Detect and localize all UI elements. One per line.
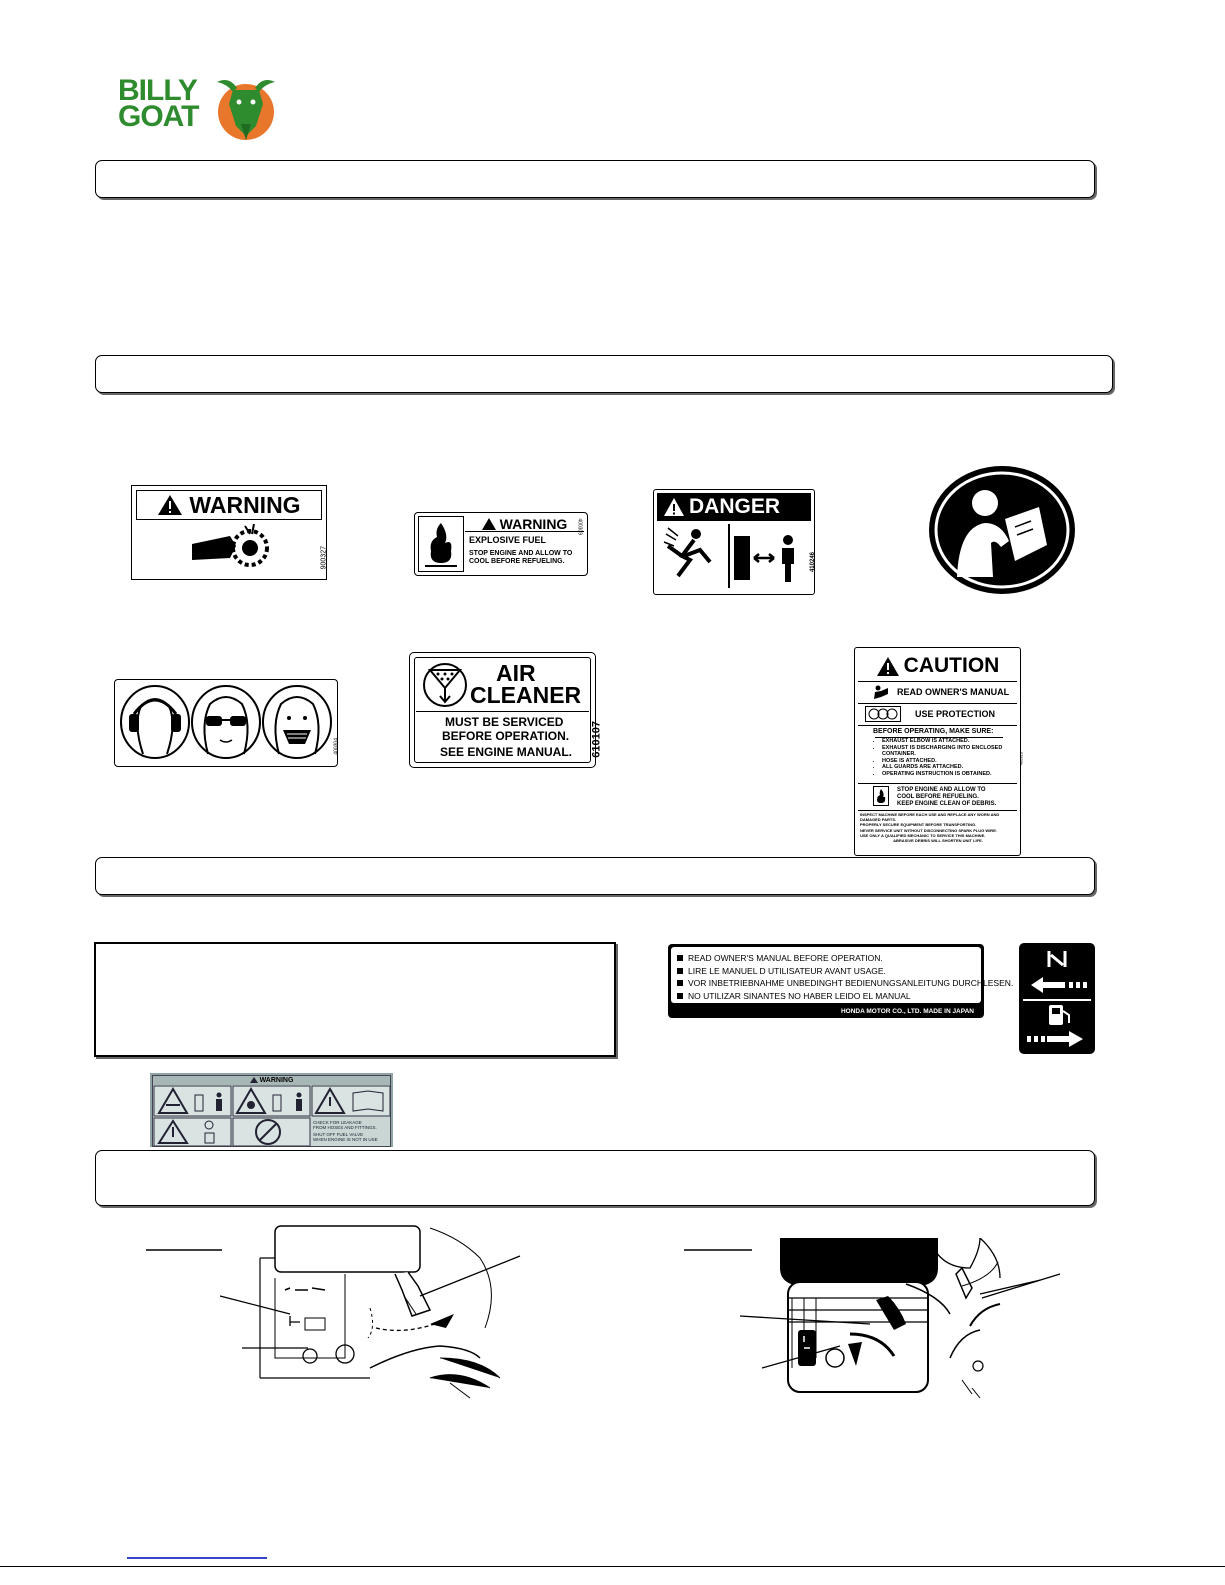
honda-footer: HONDA MOTOR CO., LTD. MADE IN JAPAN — [840, 1008, 974, 1015]
list-item: USE ONLY A QUALIFIED MECHANIC TO SERVICE THIS MACHINE. — [860, 832, 986, 838]
person-fall-icon — [660, 526, 726, 588]
callout-line — [980, 1272, 1062, 1312]
protection-part: 400304 — [334, 738, 340, 755]
section-header-box-3 — [95, 857, 1095, 895]
fuel-warning-title: WARNING — [499, 515, 568, 532]
list-item: • ALL GUARDS ARE ATTACHED. — [882, 764, 1022, 771]
keep-distance-icon — [734, 532, 800, 584]
fuel-valve-on-icon — [1025, 1003, 1089, 1051]
warning-triangle-icon — [876, 656, 900, 677]
caution-refuel1: STOP ENGINE AND ALLOW TO — [897, 787, 986, 793]
list-item: INSPECT MACHINE BEFORE EACH USE AND REPLACE ANY WORN AND DAMAGED PARTS. — [860, 812, 1000, 823]
danger-decal — [653, 489, 815, 595]
air-cleaner-decal — [409, 652, 603, 768]
honda-manual-decal — [668, 944, 1014, 1018]
air-cleaner-line1: MUST BE SERVICED — [445, 715, 564, 729]
read-manual-icon — [927, 465, 1077, 595]
air-cleaner-title1: AIR — [496, 660, 536, 686]
fuel-warning-line2: STOP ENGINE AND ALLOW TO — [469, 550, 573, 557]
flame-icon — [419, 517, 463, 571]
engine-warning-check: CHECK FOR LEAKAGE FROM HOSES AND FITTINGS. SHUT OFF FUEL VALVE WHEN ENGINE IS NOT IN USE — [313, 1120, 378, 1142]
caution-decal — [854, 647, 1021, 856]
caution-refuel3: KEEP ENGINE CLEAN OF DEBRIS. — [897, 801, 997, 807]
explosive-fuel-decal — [414, 512, 588, 576]
list-item: PROPERLY SECURE EQUIPMENT BEFORE TRANSPORTING. — [860, 822, 977, 828]
list-item: NEVER SERVICE UNIT WITHOUT DISCONNECTING SPARK PLUG WIRE. — [860, 827, 997, 833]
air-cleaner-line2: BEFORE OPERATION. — [442, 729, 570, 743]
chain-warning-title: WARNING — [189, 491, 301, 518]
engine-warning-title: WARNING — [259, 1077, 294, 1084]
danger-part: 410246 — [810, 552, 816, 573]
honda-line-3: VOR INBETRIEBNAHME UNBEDINGHT BEDIENUNGSANLEITUNG DURCHLESEN. — [677, 977, 981, 990]
honda-line-4: NO UTILIZAR SINANTES NO HABER LEIDO EL MANUAL — [677, 990, 981, 1003]
air-cleaner-line3: SEE ENGINE MANUAL. — [440, 745, 573, 759]
goat-head-icon — [211, 74, 281, 142]
logo-line1: BILLY — [118, 74, 197, 107]
chain-warning-decal — [131, 485, 327, 580]
fuel-valve-decal — [1019, 943, 1095, 1054]
section-header-box-4 — [95, 1150, 1095, 1206]
honda-line-2: LIRE LE MANUEL D UTILISATEUR AVANT USAGE. — [677, 965, 981, 978]
fuel-warning-line3: COOL BEFORE REFUELING. — [469, 558, 565, 565]
air-filter-icon — [422, 662, 468, 708]
honda-line-1: READ OWNER'S MANUAL BEFORE OPERATION. — [677, 952, 981, 965]
book-reader-icon — [873, 685, 889, 699]
caution-footnotes — [860, 812, 1016, 843]
caution-use-protection: USE PROTECTION — [915, 709, 996, 719]
caution-checklist — [869, 738, 1022, 778]
caution-title: CAUTION — [903, 654, 1000, 677]
caution-part: 400310 — [1018, 752, 1023, 766]
air-cleaner-title2: CLEANER — [470, 682, 582, 708]
list-item: • HOSE IS ATTACHED. — [882, 758, 1022, 765]
section-header-box-1 — [95, 160, 1095, 198]
list-item: ABRASIVE DEBRIS WILL SHORTEN UNIT LIFE. — [893, 838, 983, 844]
hand-in-chain-icon — [190, 524, 270, 572]
caution-refuel2: COOL BEFORE REFUELING. — [897, 794, 979, 800]
list-item: • OPERATING INSTRUCTION IS OBTAINED. — [882, 771, 1022, 778]
fuel-warning-line1: EXPLOSIVE FUEL — [469, 535, 547, 545]
respiratory-protection-icon — [261, 684, 333, 760]
section-header-box-2 — [95, 355, 1113, 393]
list-item: • EXHAUST ELBOW IS ATTACHED. — [882, 738, 1022, 745]
caution-before-operating: BEFORE OPERATING, MAKE SURE: — [873, 728, 994, 735]
warning-triangle-icon — [482, 518, 496, 530]
protection-decal — [114, 679, 338, 767]
chain-warning-part: 900327 — [320, 546, 327, 570]
fuel-valve-off-icon — [1025, 947, 1089, 997]
air-cleaner-part: 610107 — [591, 721, 603, 758]
flame-icon — [873, 786, 889, 806]
hearing-protection-icon — [119, 684, 191, 760]
list-item: • EXHAUST IS DISCHARGING INTO ENCLOSED CONTAINER. — [882, 745, 1022, 758]
fuel-warning-part: 400309 — [577, 518, 583, 535]
caution-read-manual: READ OWNER'S MANUAL — [897, 687, 1010, 697]
warning-triangle-icon — [250, 1077, 258, 1083]
warning-triangle-icon — [157, 494, 183, 516]
danger-title: DANGER — [689, 495, 781, 518]
engine-warning-photo — [150, 1073, 393, 1147]
engine-diagram-right — [680, 1238, 1040, 1400]
brand-logo — [118, 74, 283, 144]
footer-link[interactable] — [127, 1557, 267, 1559]
page-bottom-rule — [0, 1566, 1225, 1567]
protection-gear-icon — [865, 706, 901, 722]
engine-diagram-left — [140, 1218, 530, 1400]
eye-protection-icon — [190, 684, 262, 760]
warning-triangle-icon — [663, 497, 685, 517]
logo-line2: GOAT — [118, 100, 199, 133]
notice-box — [94, 942, 616, 1057]
